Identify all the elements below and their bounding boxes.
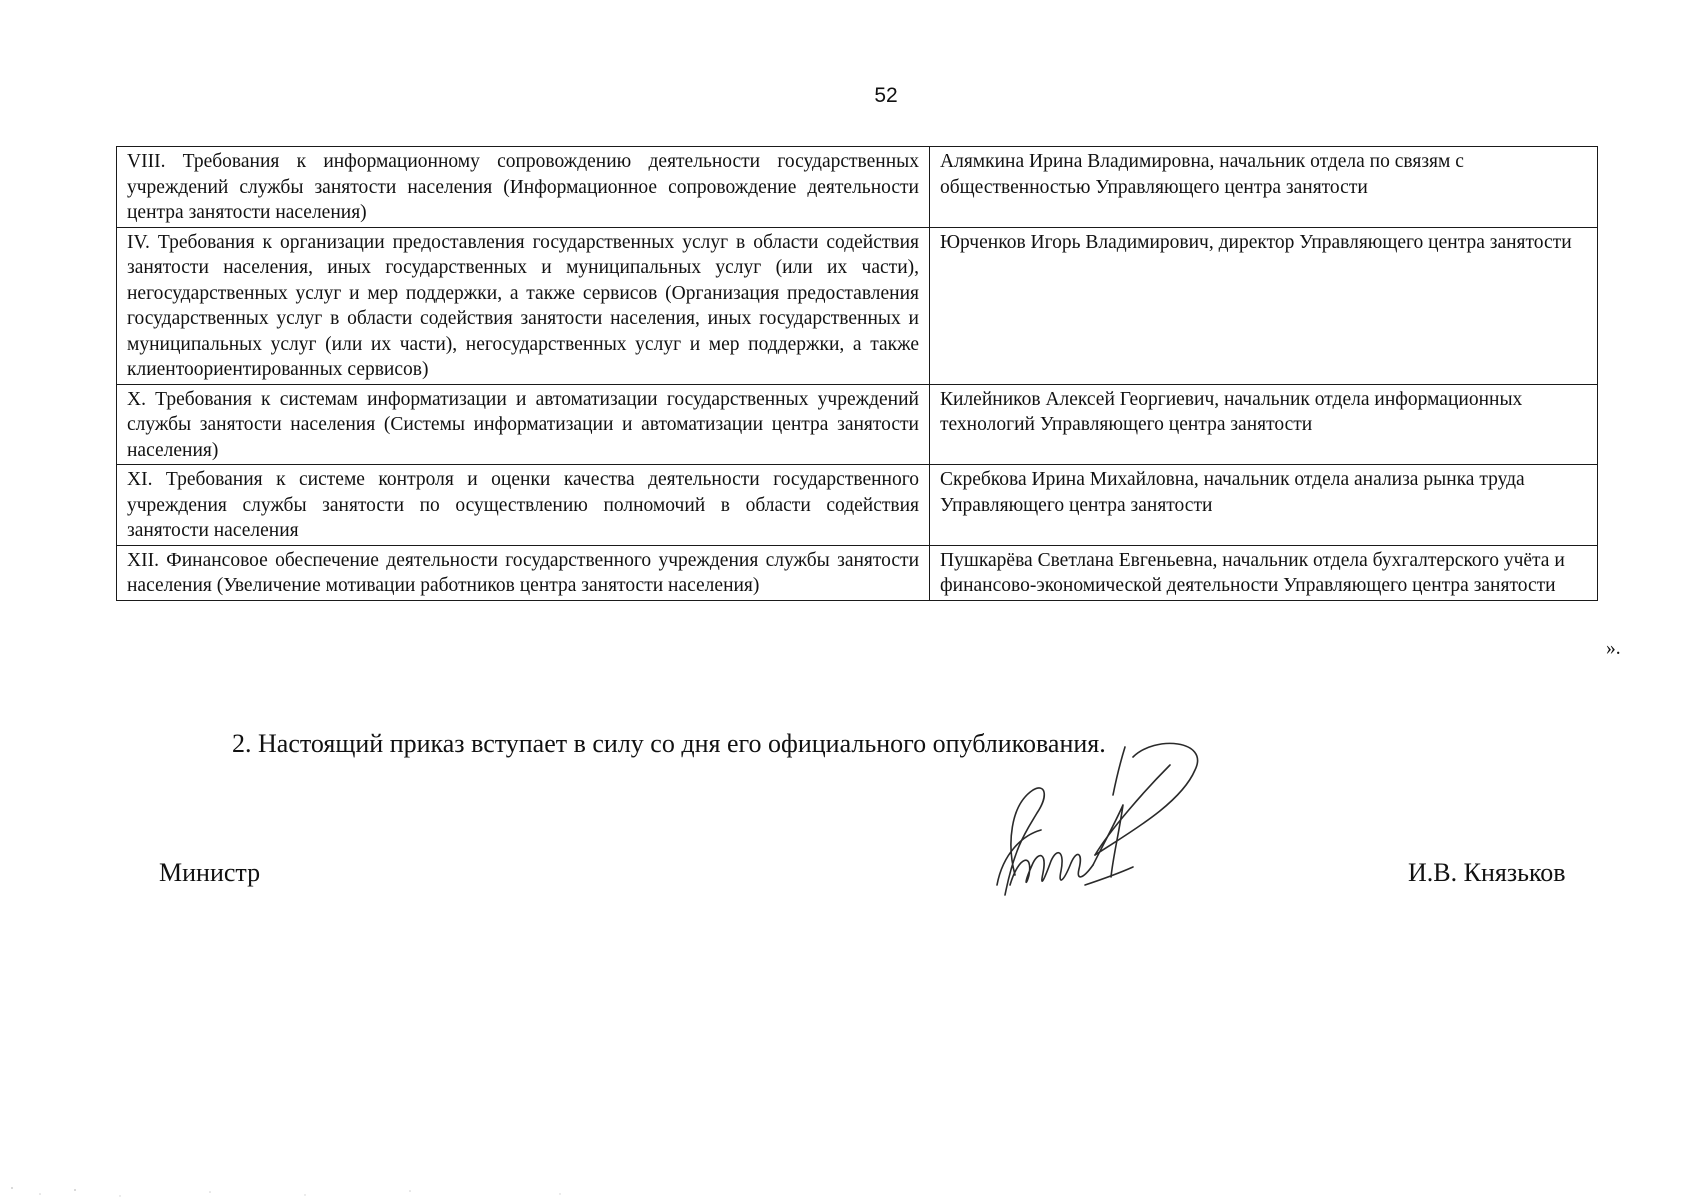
handwritten-signature bbox=[985, 735, 1225, 905]
table-row bbox=[117, 465, 1598, 546]
table-row bbox=[117, 147, 1598, 228]
table-row bbox=[117, 545, 1598, 600]
responsible-cell: Пушкарёва Светлана Евгеньевна, начальник отдела бухгалтерского учёта и финансово-экономической деятельности Управляющего центра занятости bbox=[930, 545, 1598, 600]
order-clause: 2. Настоящий приказ вступает в силу со дня его официального опубликования. bbox=[232, 729, 1106, 758]
scan-noise bbox=[0, 1150, 700, 1200]
responsible-cell: Алямкина Ирина Владимировна, начальник отдела по связям с общественностью Управляющего центра занятости bbox=[930, 147, 1598, 228]
signer-title: Министр bbox=[159, 858, 261, 887]
table-row bbox=[117, 384, 1598, 465]
requirement-cell: X. Требования к системам информатизации и автоматизации государственных учреждений службы занятости населения (Системы информатизации и автоматизации центра занятости населения) bbox=[117, 384, 930, 465]
closing-quote: ». bbox=[1606, 638, 1621, 659]
requirement-cell: XI. Требования к системе контроля и оценки качества деятельности государственного учреждения службы занятости по осуществлению полномочий в области содействия занятости населения bbox=[117, 465, 930, 546]
page-number: 52 bbox=[874, 84, 898, 107]
requirement-cell: IV. Требования к организации предоставления государственных услуг в области содействия занятости населения, иных государственных и муниципальных услуг (или их части), негосударственных услуг и мер поддержки, а также сервисов (Организация предоставления государственных услуг в области содействия занятости населения, иных государственных и муниципальных услуг (или их части), негосударственных услуг и мер поддержки, а также клиентоориентированных сервисов) bbox=[117, 227, 930, 384]
responsible-cell: Скребкова Ирина Михайловна, начальник отдела анализа рынка труда Управляющего центра занятости bbox=[930, 465, 1598, 546]
responsible-cell: Килейников Алексей Георгиевич, начальник отдела информационных технологий Управляющего центра занятости bbox=[930, 384, 1598, 465]
requirement-cell: VIII. Требования к информационному сопровождению деятельности государственных учреждений службы занятости населения (Информационное сопровождение деятельности центра занятости населения) bbox=[117, 147, 930, 228]
signer-name: И.В. Князьков bbox=[1408, 858, 1566, 887]
table-row bbox=[117, 227, 1598, 384]
responsible-cell: Юрченков Игорь Владимирович, директор Управляющего центра занятости bbox=[930, 227, 1598, 384]
requirement-cell: XII. Финансовое обеспечение деятельности государственного учреждения службы занятости населения (Увеличение мотивации работников центра занятости населения) bbox=[117, 545, 930, 600]
responsibility-table bbox=[116, 146, 1598, 601]
